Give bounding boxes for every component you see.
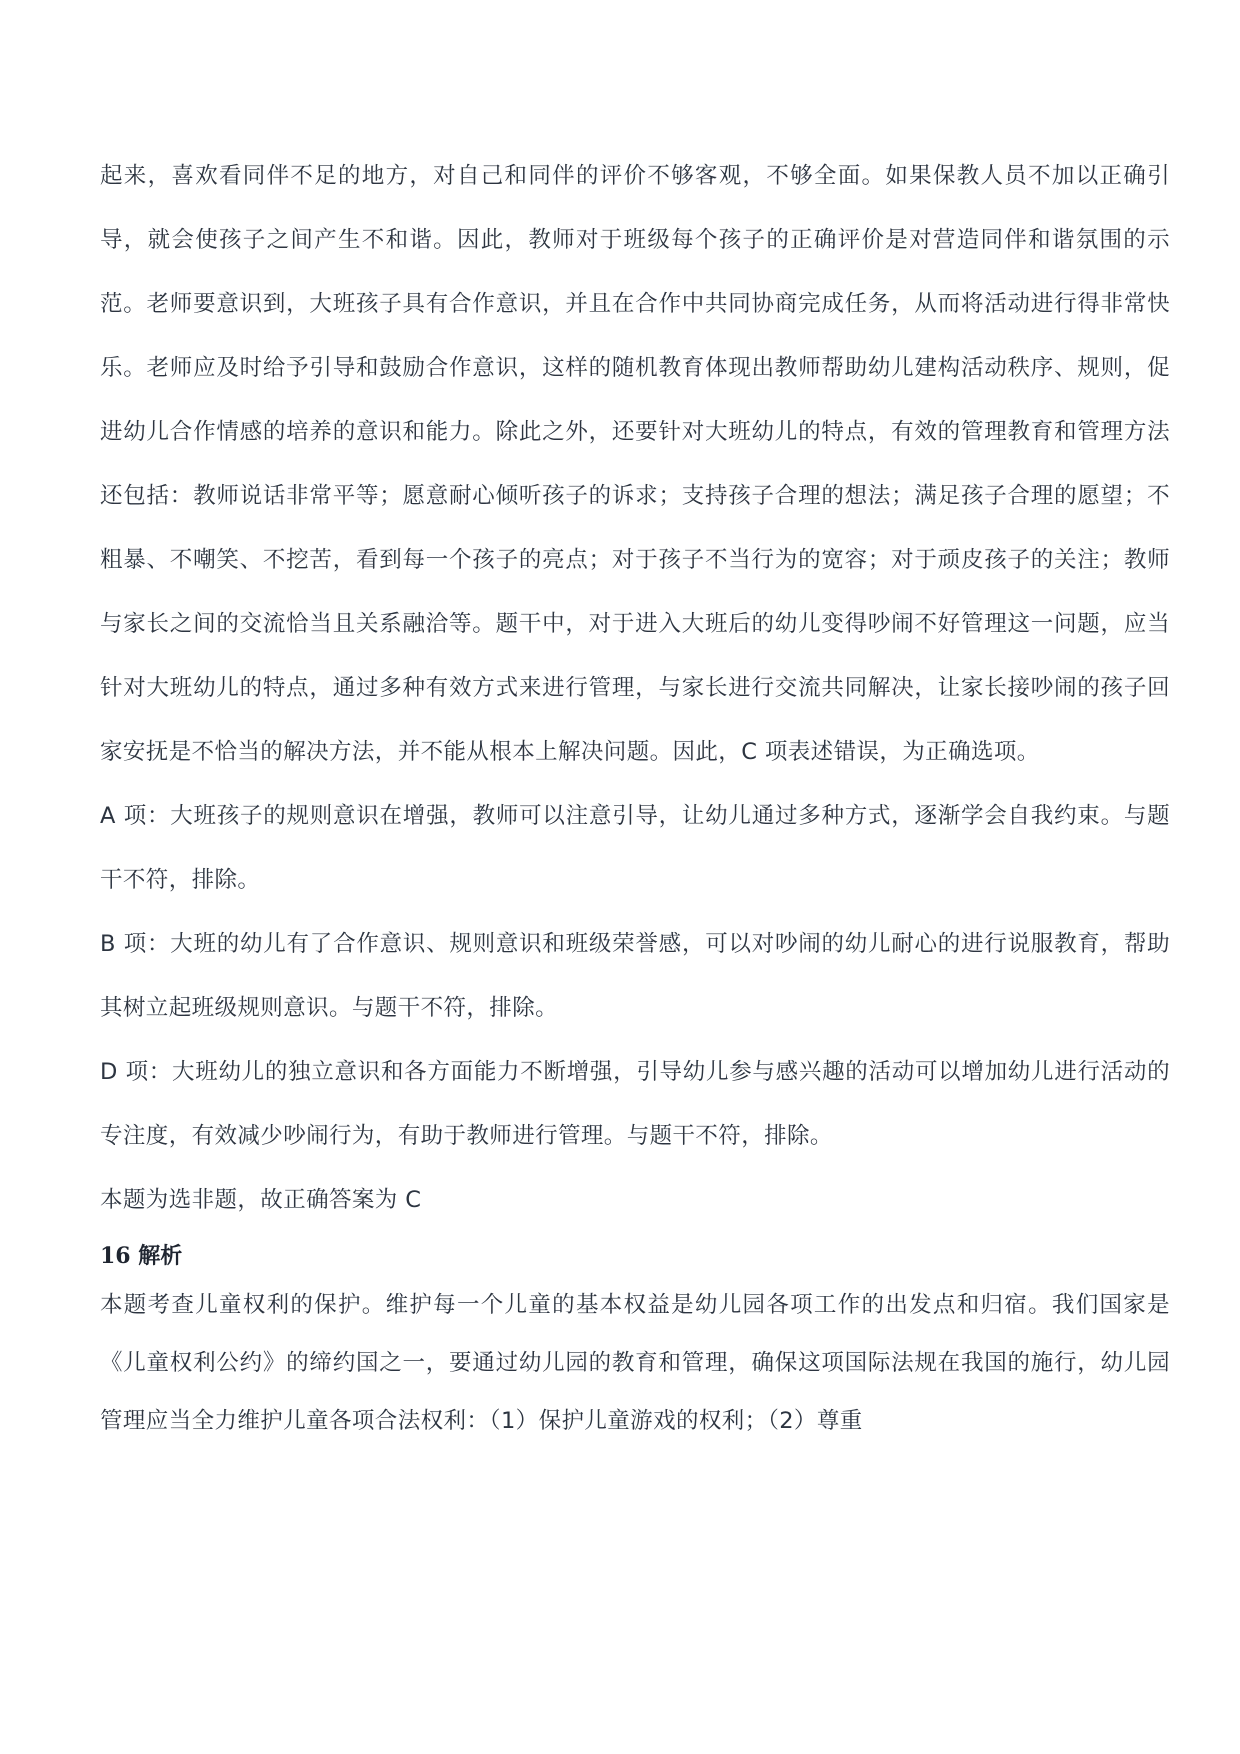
option-d-explanation: D 项：大班幼儿的独立意识和各方面能力不断增强，引导幼儿参与感兴趣的活动可以增加幼儿进行活动的专注度，有效减少吵闹行为，有助于教师进行管理。与题干不符，排除。 — [100, 1059, 1170, 1149]
option-b-explanation: B 项：大班的幼儿有了合作意识、规则意识和班级荣誉感，可以对吵闹的幼儿耐心的进行说服教育，帮助其树立起班级规则意识。与题干不符，排除。 — [100, 931, 1170, 1021]
answer-conclusion: 本题为选非题，故正确答案为 C — [100, 1187, 422, 1213]
option-a-explanation: A 项：大班孩子的规则意识在增强，教师可以注意引导，让幼儿通过多种方式，逐渐学会自我约束。与题干不符，排除。 — [100, 803, 1170, 893]
section-16-body: 本题考查儿童权利的保护。维护每一个儿童的基本权益是幼儿园各项工作的出发点和归宿。我们国家是《儿童权利公约》的缔约国之一，要通过幼儿园的教育和管理，确保这项国际法规在我国的施行，幼儿园管理应当全力维护儿童各项合法权利：（1）保护儿童游戏的权利；（2）尊重 — [100, 1292, 1170, 1434]
section-heading-16: 16 解析 — [100, 1243, 183, 1269]
document-page — [100, 144, 1170, 1450]
analysis-paragraph: 起来，喜欢看同伴不足的地方，对自己和同伴的评价不够客观，不够全面。如果保教人员不加以正确引导，就会使孩子之间产生不和谐。因此，教师对于班级每个孩子的正确评价是对营造同伴和谐氛围的示范。老师要意识到，大班孩子具有合作意识，并且在合作中共同协商完成任务，从而将活动进行得非常快乐。老师应及时给予引导和鼓励合作意识，这样的随机教育体现出教师帮助幼儿建构活动秩序、规则，促进幼儿合作情感的培养的意识和能力。除此之外，还要针对大班幼儿的特点，有效的管理教育和管理方法还包括：教师说话非常平等；愿意耐心倾听孩子的诉求；支持孩子合理的想法；满足孩子合理的愿望；不粗暴、不嘲笑、不挖苦，看到每一个孩子的亮点；对于孩子不当行为的宽容；对于顽皮孩子的关注；教师与家长之间的交流恰当且关系融洽等。题干中，对于进入大班后的幼儿变得吵闹不好管理这一问题，应当针对大班幼儿的特点，通过多种有效方式来进行管理，与家长进行交流共同解决，让家长接吵闹的孩子回家安抚是不恰当的解决方法，并不能从根本上解决问题。因此，C 项表述错误，为正确选项。 — [100, 163, 1170, 765]
